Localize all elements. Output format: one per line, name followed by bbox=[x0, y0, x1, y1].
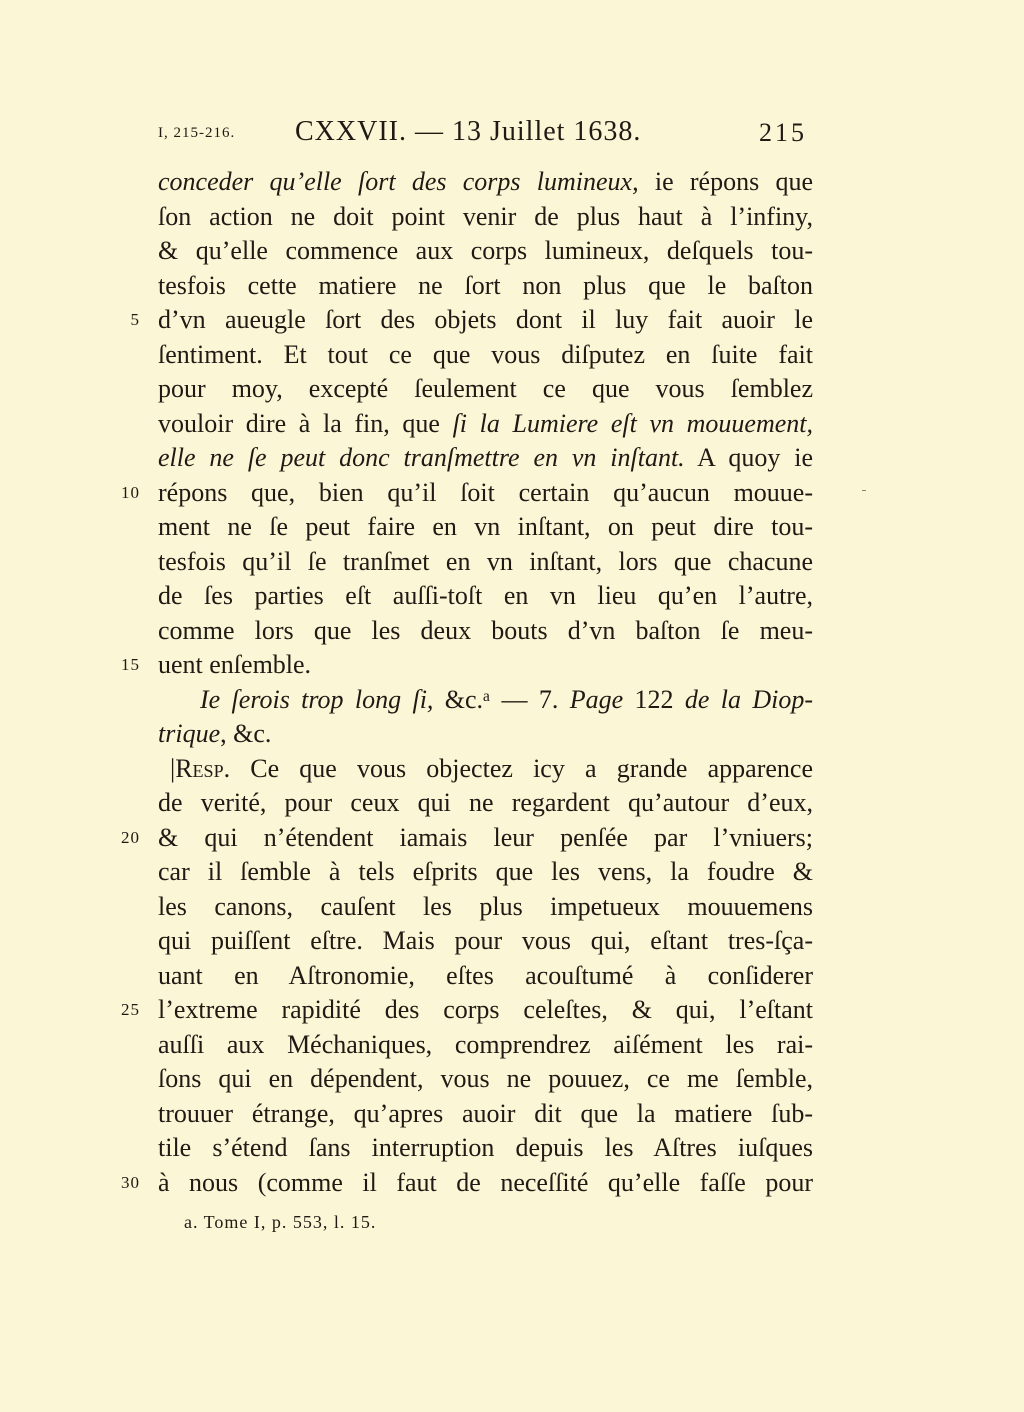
line-text bbox=[158, 924, 813, 959]
margin-mark bbox=[862, 490, 866, 491]
line-number: 25 bbox=[121, 1000, 140, 1019]
text-run: comme lors que les deux bouts d’vn baſton ſe meu- bbox=[158, 615, 813, 645]
page-number: 215 bbox=[759, 118, 807, 147]
text-line bbox=[0, 372, 1024, 407]
text-run: tesfois cette matiere ne ſort non plus que le baſton bbox=[158, 270, 813, 300]
line-text bbox=[158, 545, 813, 580]
line-text bbox=[158, 993, 813, 1028]
text-run: Ce que vous objectez icy a grande apparence bbox=[230, 753, 813, 783]
line-text bbox=[158, 407, 813, 442]
line-text bbox=[158, 1166, 813, 1201]
line-text bbox=[158, 821, 813, 856]
text-line bbox=[0, 1028, 1024, 1063]
text-line bbox=[0, 890, 1024, 925]
line-text bbox=[158, 959, 813, 994]
line-number: 10 bbox=[121, 482, 140, 502]
italic-text: trique bbox=[158, 719, 221, 748]
line-text bbox=[158, 648, 813, 683]
text-run: de ſes parties eſt auſſi-toſt en vn lieu qu’en l’autre, bbox=[158, 581, 813, 610]
text-line bbox=[0, 717, 1024, 752]
text-line bbox=[0, 234, 1024, 269]
text-line bbox=[0, 476, 1024, 511]
text-run: uant en Aſtronomie, eſtes acouſtumé à conſiderer bbox=[158, 960, 813, 990]
text-line bbox=[0, 1166, 1024, 1201]
text-run: A quoy ie bbox=[684, 443, 814, 472]
line-number: 30 bbox=[121, 1172, 140, 1192]
text-run: 122 bbox=[623, 684, 685, 714]
text-run: | bbox=[170, 753, 176, 783]
text-run: tile s’étend ſans interruption depuis les Aſtres iuſques bbox=[158, 1133, 813, 1162]
italic-text: Ie ſerois trop long ſi, bbox=[200, 684, 434, 714]
text-line bbox=[0, 1097, 1024, 1132]
text-run: uent enſemble. bbox=[158, 650, 312, 679]
text-run: car il ſemble à tels eſprits que les vens, la foudre & bbox=[158, 857, 813, 886]
line-text bbox=[158, 890, 813, 925]
line-text bbox=[158, 476, 813, 511]
line-text bbox=[158, 165, 813, 200]
text-line bbox=[0, 752, 1024, 787]
line-text bbox=[170, 752, 813, 787]
text-run: & qu’elle commence aux corps lumineux, deſquels tou- bbox=[158, 236, 813, 265]
line-text bbox=[158, 269, 813, 304]
text-line bbox=[0, 269, 1024, 304]
text-run: ſentiment. Et tout ce que vous diſputez en ſuite fait bbox=[158, 339, 813, 369]
italic-text: conceder qu’elle ſort des corps lumineux, bbox=[158, 167, 639, 196]
italic-text: de la Diop- bbox=[684, 684, 814, 714]
text-line bbox=[0, 855, 1024, 890]
text-run: de verité, pour ceux qui ne regardent qu’autour d’eux, bbox=[158, 788, 813, 817]
text-run: trouuer étrange, qu’apres auoir dit que la matiere ſub- bbox=[158, 1098, 813, 1128]
italic-text: ſi la Lumiere eſt vn mouuement, bbox=[452, 408, 814, 438]
text-line bbox=[0, 683, 1024, 718]
text-line bbox=[0, 648, 1024, 683]
text-line bbox=[0, 545, 1024, 580]
text-run: qui puiſſent eſtre. Mais pour vous qui, eſtant tres-ſça- bbox=[158, 926, 813, 955]
text-line bbox=[0, 510, 1024, 545]
line-text bbox=[158, 200, 813, 235]
text-run: ſons qui en dépendent, vous ne pouuez, ce me ſemble, bbox=[158, 1064, 813, 1093]
text-line bbox=[0, 303, 1024, 338]
line-text bbox=[158, 372, 813, 407]
text-run: & qui n’étendent iamais leur penſée par l’vniuers; bbox=[158, 822, 813, 852]
volume-reference: I, 215-216. bbox=[158, 125, 236, 141]
line-text bbox=[158, 1028, 813, 1063]
text-line bbox=[0, 1062, 1024, 1097]
line-text bbox=[158, 717, 813, 752]
line-text bbox=[158, 510, 813, 545]
italic-text: Page bbox=[569, 684, 624, 714]
running-head bbox=[150, 116, 815, 156]
line-text bbox=[158, 338, 813, 373]
footnote: a. Tome I, p. 553, l. 15. bbox=[184, 1212, 377, 1232]
line-text bbox=[158, 855, 813, 890]
letter-heading: CXXVII. — 13 Juillet 1638. bbox=[295, 116, 642, 147]
text-line bbox=[0, 614, 1024, 649]
text-run: ſon action ne doit point venir de plus haut à l’infiny, bbox=[158, 201, 813, 231]
text-line bbox=[0, 786, 1024, 821]
text-line bbox=[0, 993, 1024, 1028]
text-line bbox=[0, 165, 1024, 200]
text-run: les canons, cauſent les plus impetueux mouuemens bbox=[158, 891, 813, 921]
text-run: répons que, bien qu’il ſoit certain qu’aucun mouue- bbox=[158, 477, 813, 507]
line-text bbox=[158, 1097, 813, 1132]
line-number: 20 bbox=[121, 827, 140, 847]
line-text bbox=[158, 303, 813, 338]
text-line bbox=[0, 959, 1024, 994]
text-run: ment ne ſe peut faire en vn inſtant, on peut dire tou- bbox=[158, 512, 813, 541]
text-run: pour moy, excepté ſeulement ce que vous ſemblez bbox=[158, 374, 813, 403]
text-run: ie répons que bbox=[638, 167, 813, 196]
line-text bbox=[158, 579, 813, 614]
line-text bbox=[158, 614, 813, 649]
text-line bbox=[0, 200, 1024, 235]
line-text bbox=[158, 1062, 813, 1097]
body-text bbox=[0, 165, 1024, 1200]
line-text bbox=[158, 234, 813, 269]
text-run: d’vn aueugle ſort des objets dont il luy fait auoir le bbox=[158, 305, 813, 334]
text-line bbox=[0, 441, 1024, 476]
text-run: , &c. bbox=[220, 719, 272, 748]
line-text bbox=[158, 441, 813, 476]
text-line bbox=[0, 821, 1024, 856]
text-run: l’extreme rapidité des corps celeſtes, & qui, l’eſtant bbox=[158, 995, 813, 1024]
text-line bbox=[0, 407, 1024, 442]
text-run: vouloir dire à la fin, que bbox=[158, 408, 453, 438]
small-caps-text: Resp. bbox=[175, 753, 231, 783]
line-text bbox=[200, 683, 813, 718]
line-text bbox=[158, 786, 813, 821]
italic-text: elle ne ſe peut donc tranſmettre en vn inſtant. bbox=[158, 443, 685, 472]
text-line bbox=[0, 579, 1024, 614]
line-number: 15 bbox=[121, 655, 140, 674]
text-run: auſſi aux Méchaniques, comprendrez aiſément les rai- bbox=[158, 1029, 813, 1059]
text-line bbox=[0, 924, 1024, 959]
line-number: 5 bbox=[130, 310, 140, 329]
text-line bbox=[0, 338, 1024, 373]
text-line bbox=[0, 1131, 1024, 1166]
text-run: &c.ᵃ — 7. bbox=[433, 684, 570, 714]
text-run: tesfois qu’il ſe tranſmet en vn inſtant, lors que chacune bbox=[158, 546, 813, 576]
text-run: à nous (comme il faut de neceſſité qu’elle faſſe pour bbox=[158, 1167, 813, 1197]
line-text bbox=[158, 1131, 813, 1166]
